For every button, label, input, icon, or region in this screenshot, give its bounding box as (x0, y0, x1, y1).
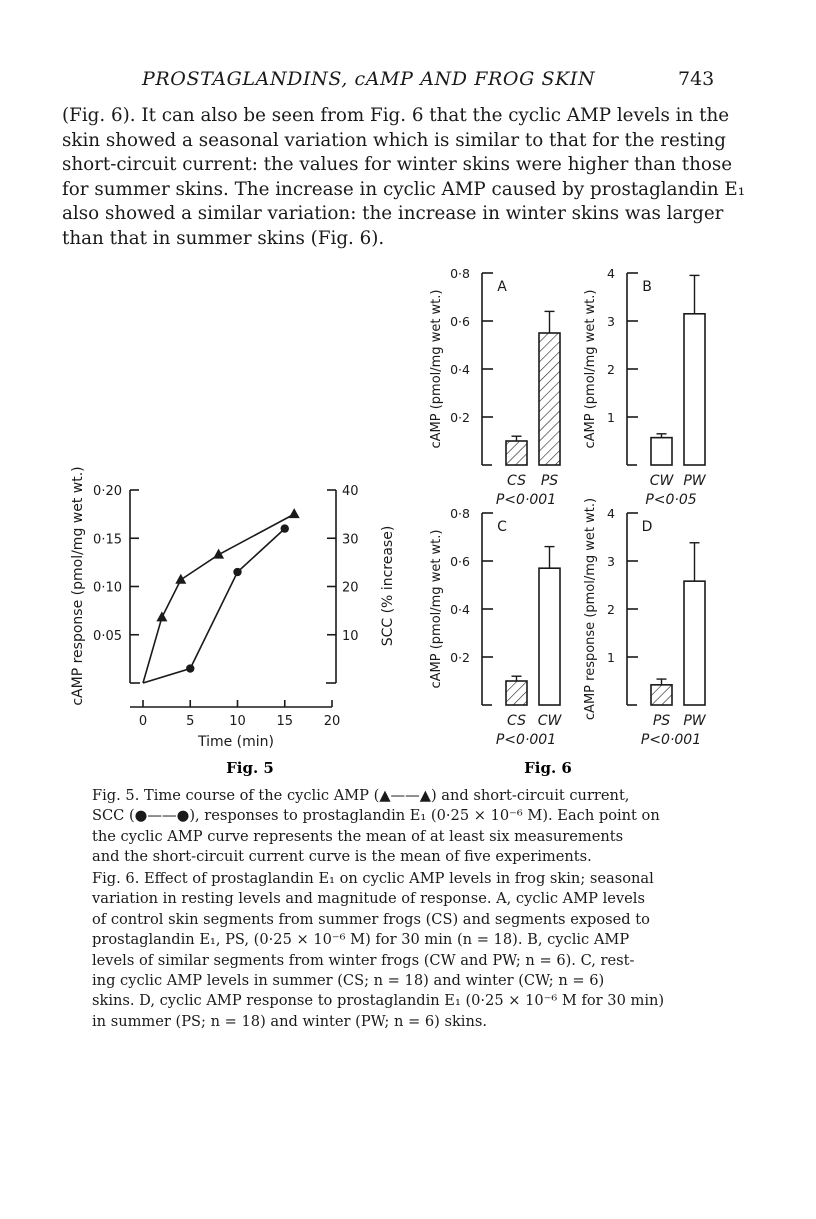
fig6-panel-b-y-tick-label: 1 (607, 410, 615, 425)
caption-line: the cyclic AMP curve represents the mean of at least six measurements (92, 827, 624, 845)
fig6-panel-c-y-tick-label: 0·4 (450, 602, 470, 617)
fig5-series-line-camp (143, 514, 294, 683)
fig6-panel-a-bar-cs (506, 441, 527, 465)
fig6-panel-b-bar-pw (684, 314, 705, 465)
fig5-x-tick-label: 20 (323, 714, 341, 729)
fig6-panel-c-pvalue: P<0·001 (495, 732, 557, 748)
body-line: short-circuit current: the values for winter skins were higher than those (62, 154, 733, 176)
fig5-series-line-scc (143, 529, 285, 683)
fig6-panel-d-category-label: PS (652, 713, 671, 729)
fig6-panel-b-letter: B (642, 279, 652, 295)
fig6-panel-c-category-label: CW (537, 713, 562, 729)
fig6-panel-c-y-tick-label: 0·8 (450, 506, 470, 521)
fig6-panel-a-y-tick-label: 0·4 (450, 362, 470, 377)
fig6-panel-c-y-axis-label: cAMP (pmol/mg wet wt.) (429, 529, 444, 689)
fig5-y2-tick-label: 30 (342, 532, 359, 548)
fig5-x-tick-label: 15 (276, 714, 294, 729)
fig5-y-tick-label: 0·15 (93, 532, 122, 548)
fig6-panel-d-y-tick-label: 1 (607, 650, 615, 665)
fig6-panel-c-bar-cw (539, 568, 560, 705)
fig6-panel-c-y-tick-label: 0·2 (450, 650, 470, 665)
fig5-y-tick-label: 0·10 (93, 580, 122, 596)
fig6-panel-a-y-tick-label: 0·2 (450, 410, 470, 425)
body-line: than that in summer skins (Fig. 6). (62, 227, 385, 249)
fig5-y2-axis-label: SCC (% increase) (380, 525, 396, 647)
fig6-label: Fig. 6 (524, 759, 572, 777)
fig6-panel-d-category-label: PW (683, 713, 706, 729)
fig5-camp-point (289, 508, 300, 518)
caption-line: Fig. 6. Effect of prostaglandin E₁ on cyclic AMP levels in frog skin; seasonal (92, 870, 654, 887)
figure6-caption (92, 869, 692, 1032)
fig6-panel-b-bar-cw (651, 438, 672, 465)
body-line: also showed a similar variation: the increase in winter skins was larger (62, 203, 724, 225)
fig5-x-tick-label: 5 (186, 714, 195, 729)
fig6-panel-a-y-tick-label: 0·6 (450, 314, 470, 329)
page-number: 743 (678, 68, 715, 90)
fig5-x-tick-label: 0 (138, 714, 148, 729)
caption-line: of control skin segments from summer frogs (CS) and segments exposed to (92, 910, 650, 928)
fig6-panel-b-y-tick-label: 4 (607, 266, 615, 281)
fig5-y-tick-label: 0·20 (93, 484, 122, 499)
fig6-panel-d-y-axis-label: cAMP response (pmol/mg wet wt.) (583, 497, 598, 721)
fig6-panel-d-letter: D (641, 519, 653, 535)
fig6-panel-d-bar-ps (651, 685, 672, 705)
caption-line: prostaglandin E₁, PS, (0·25 × 10⁻⁶ M) for 30 min (n = 18). B, cyclic AMP (92, 931, 630, 949)
fig6-panel-b-category-label: CW (649, 473, 674, 489)
fig5-y-tick-label: 0·05 (93, 628, 122, 644)
fig6-panel-b-y-tick-label: 2 (607, 362, 615, 377)
fig5-y2-tick-label: 20 (342, 580, 359, 596)
fig6-panel-a-y-axis-label: cAMP (pmol/mg wet wt.) (429, 289, 444, 449)
fig6-panel-b-category-label: PW (683, 473, 706, 489)
fig6-panel-c-category-label: CS (507, 713, 526, 729)
fig6-panel-d-bar-pw (684, 581, 705, 705)
caption-line: skins. D, cyclic AMP response to prostaglandin E₁ (0·25 × 10⁻⁶ M for 30 min) (92, 992, 665, 1010)
fig6-panel-c-y-tick-label: 0·6 (450, 554, 470, 569)
fig6-panel-a-category-label: CS (507, 473, 526, 489)
caption-line: in summer (PS; n = 18) and winter (PW; n = 6) skins. (92, 1012, 487, 1030)
fig6-panel-d-y-tick-label: 2 (607, 602, 615, 617)
fig5-y-axis-label: cAMP response (pmol/mg wet wt.) (70, 466, 86, 706)
body-line: for summer skins. The increase in cyclic AMP caused by prostaglandin E₁ (62, 178, 746, 200)
fig5-camp-point (213, 549, 224, 559)
body-line: skin showed a seasonal variation which is similar to that for the resting (62, 129, 726, 151)
fig6-panel-a-category-label: PS (540, 473, 559, 489)
fig5-x-axis-label: Time (min) (197, 734, 275, 750)
fig5-camp-point (156, 611, 167, 621)
caption-line: Fig. 5. Time course of the cyclic AMP (▲——▲) and short-circuit current, (92, 787, 630, 804)
body-line: (Fig. 6). It can also be seen from Fig. 6 that the cyclic AMP levels in the (62, 105, 730, 126)
fig6-panel-c-bar-cs (506, 681, 527, 705)
fig6-panel-b-y-axis-label: cAMP (pmol/mg wet wt.) (583, 289, 598, 449)
fig5-y2-tick-label: 10 (342, 628, 359, 644)
caption-line: SCC (●——●), responses to prostaglandin E₁ (0·25 × 10⁻⁶ M). Each point on (92, 807, 660, 825)
fig6-panel-b-y-tick-label: 3 (607, 314, 615, 329)
fig6-panel-a-bar-ps (539, 333, 560, 465)
fig6-panel-a-pvalue: P<0·001 (495, 492, 557, 508)
fig5-label: Fig. 5 (226, 759, 274, 777)
fig6-panel-d-pvalue: P<0·001 (640, 732, 702, 748)
caption-line: variation in resting levels and magnitude of response. A, cyclic AMP levels (92, 890, 645, 908)
running-header-title: PROSTAGLANDINS, cAMP AND FROG SKIN (142, 68, 596, 90)
fig6-panel-b-pvalue: P<0·05 (645, 492, 697, 508)
fig5-camp-point (175, 574, 186, 584)
fig6-panel-d-y-tick-label: 4 (607, 506, 615, 521)
caption-line: levels of similar segments from winter frogs (CW and PW; n = 6). C, rest- (92, 951, 635, 969)
fig5-x-tick-label: 10 (229, 714, 246, 729)
fig6-panel-c-letter: C (497, 519, 507, 535)
fig6-panel-a-y-tick-label: 0·8 (450, 266, 470, 281)
caption-line: and the short-circuit current curve is the mean of five experiments. (92, 848, 592, 866)
fig5-scc-point (233, 568, 241, 576)
figure5-caption (92, 786, 692, 868)
fig5-scc-point (186, 664, 194, 672)
fig5-scc-point (281, 524, 289, 532)
fig6-panel-d-y-tick-label: 3 (607, 554, 615, 569)
caption-line: ing cyclic AMP levels in summer (CS; n = 18) and winter (CW; n = 6) (92, 972, 605, 990)
fig5-y2-tick-label: 40 (342, 484, 359, 499)
fig6-panel-a-letter: A (497, 279, 507, 295)
